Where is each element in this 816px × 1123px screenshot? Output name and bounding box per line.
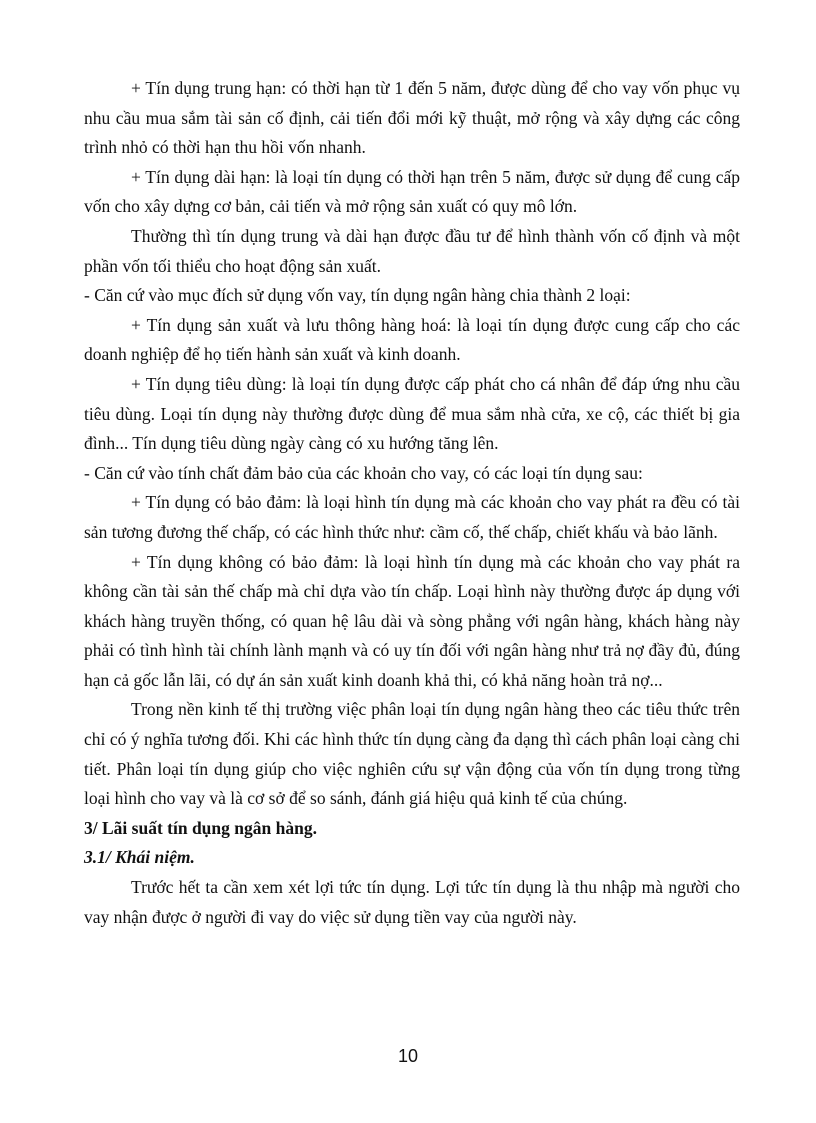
- paragraph-medium-term-credit: + Tín dụng trung hạn: có thời hạn từ 1 đến 5 năm, được dùng để cho vay vốn phục vụ nhu cầu mua sắm tài sản cố định, cải tiến đổi mới kỹ thuật, mở rộng và xây dựng các công trình nhỏ có thời hạn thu hồi vốn nhanh.: [84, 78, 740, 158]
- paragraph-long-term-credit: + Tín dụng dài hạn: là loại tín dụng có thời hạn trên 5 năm, được sử dụng để cung cấp vốn cho xây dựng cơ bản, cải tiến và mở rộng sản xuất có quy mô lớn.: [84, 166, 740, 217]
- paragraph-guarantee-classification: - Căn cứ vào tính chất đảm bảo của các khoản cho vay, có các loại tín dụng sau:: [84, 462, 643, 483]
- paragraph-classification-summary: Trong nền kinh tế thị trường việc phân loại tín dụng ngân hàng theo các tiêu thức trên chỉ có ý nghĩa tương đối. Khi các hình thức tín dụng càng đa dạng thì cách phân loại càng chi tiết. Phân loại tín dụng giúp cho việc nghiên cứu sự vận động của vốn tín dụng trong từng loại hình cho vay và là cơ sở để so sánh, đánh giá hiệu quả kinh tế của chúng.: [84, 699, 740, 809]
- paragraph-medium-long-investment: Thường thì tín dụng trung và dài hạn được đầu tư để hình thành vốn cố định và một phần vốn tối thiểu cho hoạt động sản xuất.: [84, 225, 740, 276]
- paragraph-production-credit: + Tín dụng sản xuất và lưu thông hàng hoá: là loại tín dụng được cung cấp cho các doanh nghiệp để họ tiến hành sản xuất và kinh doanh.: [84, 314, 740, 365]
- paragraph-unsecured-credit: + Tín dụng không có bảo đảm: là loại hình tín dụng mà các khoản cho vay phát ra không cần tài sản thế chấp mà chỉ dựa vào tín chấp. Loại hình này thường được áp dụng với khách hàng truyền thống, có quan hệ lâu dài và sòng phẳng với ngân hàng, khách hàng này phải có tình hình tài chính lành mạnh và có uy tín đối với ngân hàng như trả nợ đầy đủ, đúng hạn cả gốc lẫn lãi, có dự án sản xuất kinh doanh khả thi, có khả năng hoàn trả nợ...: [84, 551, 740, 690]
- paragraph-consumer-credit: + Tín dụng tiêu dùng: là loại tín dụng được cấp phát cho cá nhân để đáp ứng nhu cầu tiêu dùng. Loại tín dụng này thường được dùng để mua sắm nhà cửa, xe cộ, các thiết bị gia đình... Tín dụng tiêu dùng ngày càng có xu hướng tăng lên.: [84, 373, 740, 454]
- paragraph-secured-credit: + Tín dụng có bảo đảm: là loại hình tín dụng mà các khoản cho vay phát ra đều có tài sản tương đương thế chấp, có các hình thức như: cầm cố, thế chấp, chiết khấu và bảo lãnh.: [84, 492, 740, 542]
- subsection-heading-concept: 3.1/ Khái niệm.: [84, 847, 195, 868]
- section-heading-interest-rate: 3/ Lãi suất tín dụng ngân hàng.: [84, 817, 317, 838]
- paragraph-credit-interest: Trước hết ta cần xem xét lợi tức tín dụng. Lợi tức tín dụng là thu nhập mà người cho vay nhận được ở người đi vay do việc sử dụng tiền vay của người này.: [84, 877, 740, 927]
- paragraph-purpose-classification: - Căn cứ vào mục đích sử dụng vốn vay, tín dụng ngân hàng chia thành 2 loại:: [84, 285, 631, 306]
- document-page: [84, 74, 740, 932]
- page-number: 10: [397, 1046, 419, 1066]
